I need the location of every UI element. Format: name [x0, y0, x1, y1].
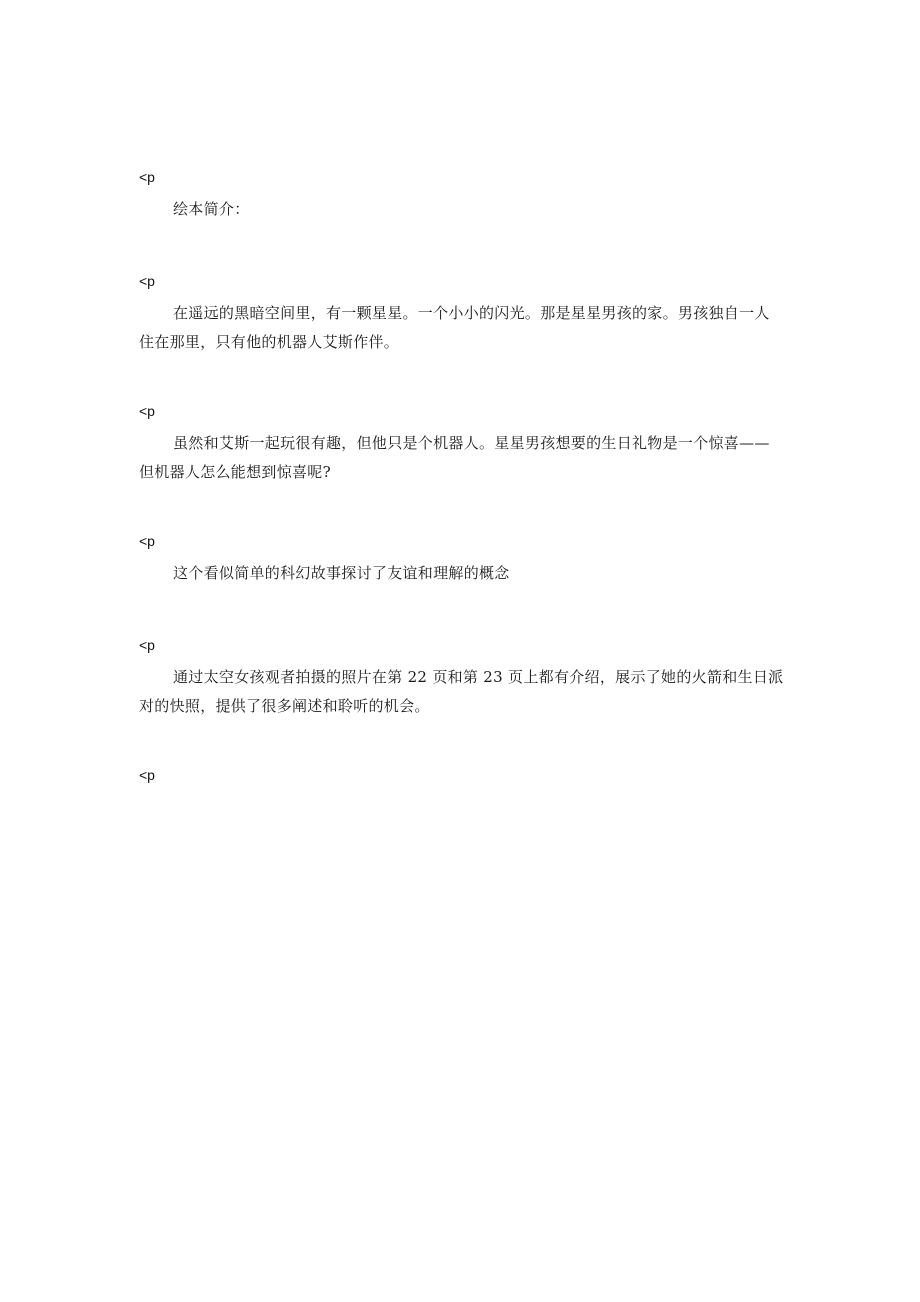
paragraph-block: [139, 766, 784, 784]
tag-marker: <p: [139, 169, 155, 185]
tag-marker: <p: [139, 637, 155, 653]
paragraph-block: [139, 532, 784, 588]
paragraph-heading: 绘本简介：: [173, 200, 250, 218]
paragraph-block: [139, 636, 784, 721]
paragraph-text: 虽然和艾斯一起玩很有趣，但他只是个机器人。星星男孩想要的生日礼物是一个惊喜——但机器人怎么能想到惊喜呢?: [139, 434, 770, 481]
tag-marker: <p: [139, 273, 155, 289]
paragraph-block: [139, 402, 784, 487]
paragraph-text: 这个看似简单的科幻故事探讨了友谊和理解的概念: [173, 564, 510, 582]
paragraph-text: 通过太空女孩观者拍摄的照片在第 22 页和第 23 页上都有介绍，展示了她的火箭和生日派对的快照，提供了很多阐述和聆听的机会。: [139, 668, 784, 715]
paragraph-text: 在遥远的黑暗空间里，有一颗星星。一个小小的闪光。那是星星男孩的家。男孩独自一人住在那里，只有他的机器人艾斯作伴。: [139, 304, 770, 351]
tag-marker: <p: [139, 767, 155, 783]
tag-marker: <p: [139, 533, 155, 549]
tag-marker: <p: [139, 403, 155, 419]
paragraph-block: [139, 168, 784, 224]
paragraph-block: [139, 272, 784, 357]
